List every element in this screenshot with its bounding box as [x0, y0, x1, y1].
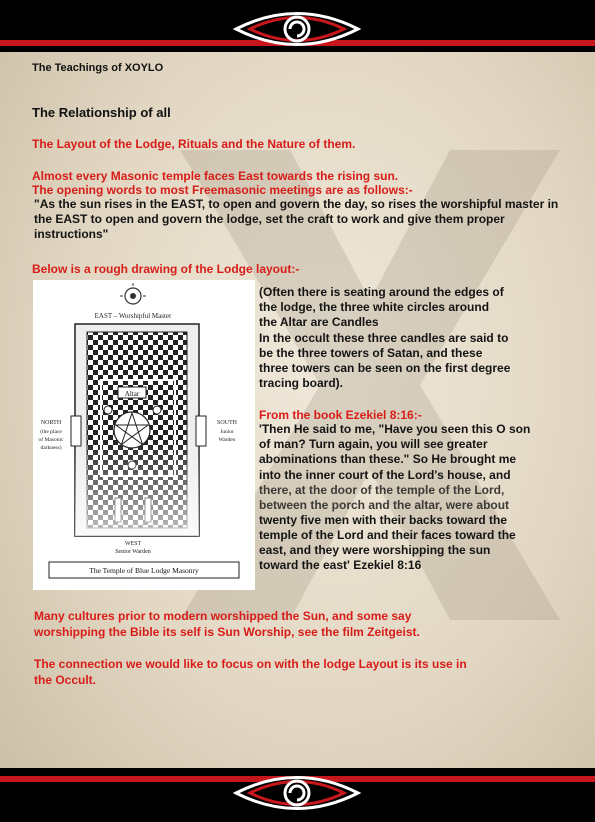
closing-line: worshipping the Bible its self is Sun Worship, see the film Zeitgeist.: [34, 625, 420, 639]
side-line: the Altar are Candles: [259, 315, 379, 329]
ezekiel-line: toward the east' Ezekiel 8:16: [259, 558, 422, 572]
side-line: three towers can be seen on the first degree: [259, 361, 511, 375]
eye-logo-icon: [232, 772, 362, 814]
side-line: In the occult these three candles are said to: [259, 331, 509, 345]
south-note: Warden: [218, 437, 236, 443]
side-line: tracing board).: [259, 376, 344, 390]
closing-line: Many cultures prior to modern worshipped the Sun, and some say: [34, 609, 412, 623]
north-note: (the place: [40, 429, 62, 435]
sun-emblem-icon: [120, 283, 146, 304]
opening-quote: "As the sun rises in the EAST, to open and govern the day, so rises the worshipful master in the EAST to open and govern the lodge, set the craft to work and give them proper instructions": [34, 197, 559, 241]
lodge-drawing: [33, 280, 255, 590]
north-label: NORTH: [40, 420, 62, 426]
ezekiel-line: twenty five men with their backs toward the: [259, 513, 508, 527]
intro-line: Almost every Masonic temple faces East towards the rising sun.: [32, 169, 399, 183]
figure-caption: The Temple of Blue Lodge Masonry: [89, 566, 199, 575]
subheading: The Layout of the Lodge, Rituals and the Nature of them.: [32, 137, 356, 151]
eye-logo-icon: [232, 8, 362, 50]
ezekiel-heading: From the book Ezekiel 8:16:-: [259, 408, 422, 422]
north-note: darkness): [40, 445, 62, 451]
page-heading: The Relationship of all: [32, 105, 171, 120]
drawing-intro: Below is a rough drawing of the Lodge layout:-: [32, 262, 300, 276]
intro-line: The opening words to most Freemasonic meetings are as follows:-: [32, 183, 413, 197]
closing-line: the Occult.: [34, 673, 97, 687]
header-title: The Teachings of XOYLO: [32, 62, 164, 74]
ezekiel-line: there, at the door of the temple of the Lord,: [259, 483, 505, 497]
ezekiel-line: temple of the Lord and their faces toward the: [259, 528, 516, 542]
side-line: (Often there is seating around the edges of: [259, 285, 504, 299]
north-note: of Masonic: [38, 437, 64, 443]
west-label: WEST: [124, 541, 142, 547]
south-label: SOUTH: [216, 420, 238, 426]
ezekiel-line: 'Then He said to me, "Have you seen this O son: [259, 422, 531, 436]
east-label: EAST – Worshipful Master: [94, 312, 172, 320]
ezekiel-line: east, and they were worshipping the sun: [259, 543, 491, 557]
ezekiel-line: into the inner court of the Lord's house, and: [259, 468, 511, 482]
south-note: Junior: [220, 429, 234, 435]
west-note: Senior Warden: [115, 549, 151, 555]
ezekiel-line: of man? Turn again, you will see greater: [259, 437, 488, 451]
closing-line: The connection we would like to focus on with the lodge Layout is its use in: [34, 657, 467, 671]
side-line: be the three towers of Satan, and these: [259, 346, 483, 360]
ezekiel-line: abominations than these." So He brought me: [259, 452, 517, 466]
side-line: the lodge, the three white circles around: [259, 300, 490, 314]
ezekiel-line: between the porch and the altar, were about: [259, 498, 510, 512]
